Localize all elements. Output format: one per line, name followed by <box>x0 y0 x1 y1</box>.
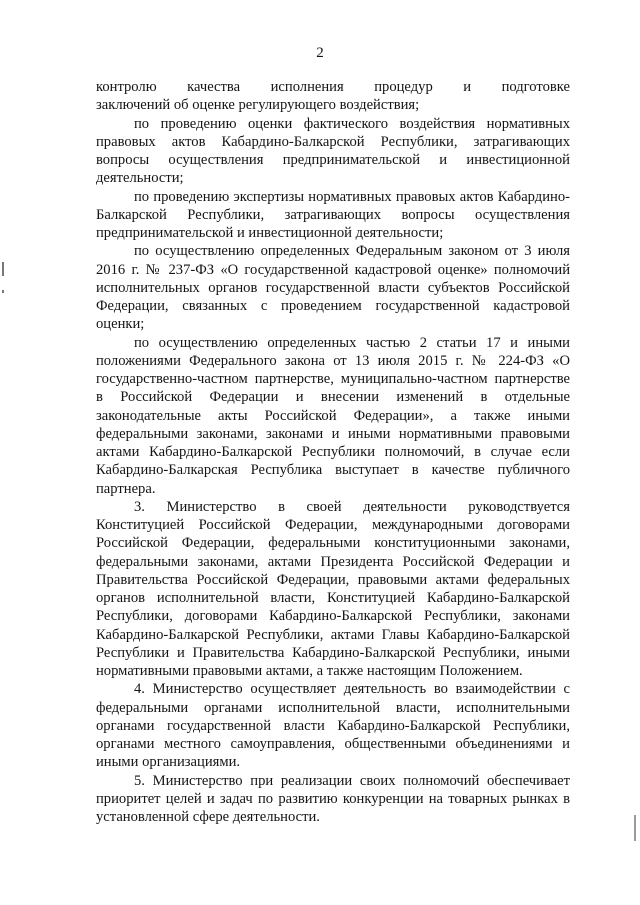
paragraph-p-fact-impact: по проведению оценки фактического воздействия нормативных правовых актов Кабардино-Балкарской Республики, затрагивающих вопросы осуществления предпринимательской и инвестиционной деятельности; <box>96 115 570 187</box>
paragraph-p-ppp: по осуществлению определенных частью 2 статьи 17 и иными положениями Федерального закона от 13 июля 2015 г. № 224-ФЗ «О государственно-частном партнерстве, муниципально-частном партнерстве в Российской Федерации и внесении изменений в отдельные законодательные акты Российской Федерации», а также иными федеральными законами, законами и иными нормативными правовыми актами Кабардино-Балкарской Республики полномочий, в случае если Кабардино-Балкарская Республика выступает в качестве публичного партнера. <box>96 334 570 497</box>
left-edge-scan-dot <box>2 290 4 293</box>
left-edge-scan-mark <box>2 262 4 276</box>
right-edge-scan-mark <box>634 815 636 841</box>
paragraph-p-cadastral: по осуществлению определенных Федеральным законом от 3 июля 2016 г. № 237-ФЗ «О государственной кадастровой оценке» полномочий исполнительных органов государственной власти субъектов Российской Федерации, связанных с проведением государственной кадастровой оценки; <box>96 243 570 333</box>
document-body <box>96 78 570 826</box>
paragraph-p-expertise: по проведению экспертизы нормативных правовых актов Кабардино-Балкарской Республики, затрагивающих вопросы осуществления предпринимательской и инвестиционной деятельности; <box>96 188 570 241</box>
paragraph-p-item-4: 4. Министерство осуществляет деятельность во взаимодействии с федеральными органами исполнительной власти, исполнительными органами государственной власти Кабардино-Балкарской Республики, органами местного самоуправления, общественными объединениями и иными организациями. <box>96 681 570 771</box>
paragraph-p-item-5: 5. Министерство при реализации своих полномочий обеспечивает приоритет целей и задач по развитию конкуренции на товарных рынках в установленной сфере деятельности. <box>96 772 570 825</box>
paragraph-p-item-3: 3. Министерство в своей деятельности руководствуется Конституцией Российской Федерации, международными договорами Российской Федерации, федеральными конституционными законами, федеральными законами, актами Президента Российской Федерации и Правительства Российской Федерации, правовыми актами федеральных органов исполнительной власти, Конституцией Кабардино-Балкарской Республики, договорами Кабардино-Балкарской Республики, законами Кабардино-Балкарской Республики, актами Главы Кабардино-Балкарской Республики и Правительства Кабардино-Балкарской Республики, иными нормативными правовыми актами, а также настоящим Положением. <box>96 498 570 679</box>
paragraph-p-contd-1b: заключений об оценке регулирующего воздействия; <box>96 97 420 114</box>
page-number: 2 <box>316 45 324 61</box>
paragraph-p-contd-1a: контролю качества исполнения процедур и подготовке <box>96 79 570 95</box>
